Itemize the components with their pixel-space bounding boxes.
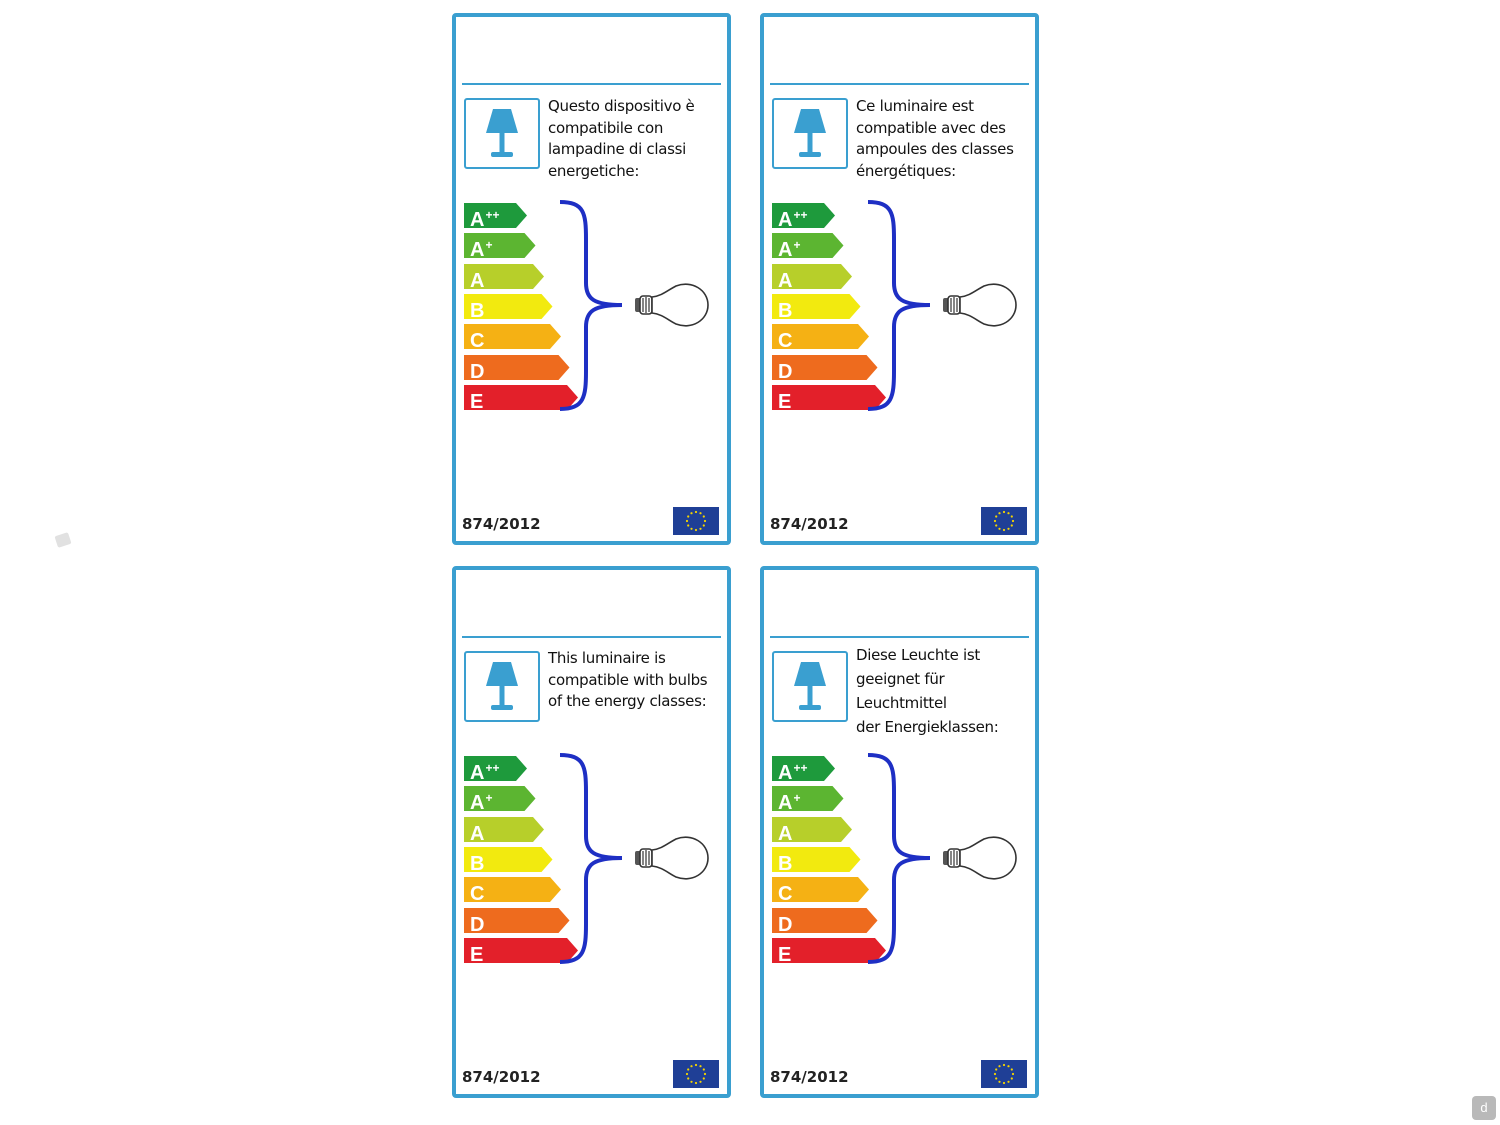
energy-class-band	[772, 233, 845, 262]
energy-class-letter: A+	[778, 238, 801, 262]
energy-class-letter: D	[470, 913, 485, 936]
light-bulb-icon	[632, 282, 712, 330]
energy-class-letter: A++	[470, 761, 500, 784]
energy-class-letter: B	[470, 299, 485, 322]
energy-class-letter: A+	[470, 791, 493, 815]
header-divider	[462, 83, 721, 85]
energy-class-band	[772, 756, 836, 784]
eu-flag-icon	[673, 507, 719, 535]
light-bulb-icon	[940, 835, 1020, 883]
energy-class-letter: A++	[778, 761, 808, 784]
lamp-icon	[772, 651, 848, 722]
energy-class-letter: C	[778, 883, 793, 906]
energy-class-letter: D	[778, 360, 793, 383]
regulation-number: 874/2012	[462, 515, 541, 533]
energy-class-letter: D	[778, 913, 793, 936]
curly-brace	[556, 199, 626, 414]
header-divider	[770, 636, 1029, 638]
lamp-icon	[464, 651, 540, 722]
eu-flag-icon	[981, 1060, 1027, 1088]
energy-class-letter: A	[470, 822, 485, 845]
eu-flag-icon	[981, 507, 1027, 535]
regulation-number: 874/2012	[462, 1068, 541, 1086]
curly-brace	[864, 199, 934, 414]
energy-class-band	[464, 847, 554, 875]
energy-class-band	[464, 908, 571, 936]
energy-class-band	[772, 786, 845, 815]
header-divider	[462, 636, 721, 638]
energy-class-letter: A	[778, 822, 793, 845]
energy-class-band	[772, 847, 862, 875]
energy-class-band	[464, 817, 545, 845]
energy-class-letter: C	[470, 883, 485, 906]
energy-class-band	[464, 233, 537, 262]
lamp-icon	[464, 98, 540, 169]
energy-class-letter: E	[470, 943, 484, 966]
energy-class-band	[772, 294, 862, 322]
energy-label-en	[452, 566, 731, 1098]
header-divider	[770, 83, 1029, 85]
compatibility-text: Questo dispositivo è compatibile con lampadine di classi energetiche:	[548, 97, 695, 180]
energy-class-letter: A++	[470, 208, 500, 231]
energy-class-band	[464, 324, 562, 353]
background-speck	[54, 532, 71, 548]
energy-class-band	[772, 324, 870, 353]
energy-class-band	[772, 908, 879, 936]
energy-class-band	[772, 355, 879, 383]
energy-class-band	[464, 203, 528, 231]
energy-class-letter: A+	[470, 238, 493, 262]
compatibility-text: This luminaire is compatible with bulbs of the energy classes:	[548, 649, 708, 710]
energy-class-letter: A	[778, 269, 793, 292]
energy-class-band	[772, 817, 853, 845]
curly-brace	[864, 752, 934, 967]
energy-label-fr	[760, 13, 1039, 545]
energy-class-band	[464, 355, 571, 383]
curly-brace	[556, 752, 626, 967]
energy-class-band	[464, 877, 562, 906]
compatibility-text: Ce luminaire est compatible avec des ampoules des classes énergétiques:	[856, 97, 1014, 180]
energy-class-letter: E	[470, 390, 484, 413]
energy-class-band	[772, 264, 853, 292]
lamp-icon	[772, 98, 848, 169]
regulation-number: 874/2012	[770, 515, 849, 533]
light-bulb-icon	[940, 282, 1020, 330]
energy-class-letter: A++	[778, 208, 808, 231]
energy-class-letter: D	[470, 360, 485, 383]
eu-flag-icon	[673, 1060, 719, 1088]
compatibility-text: Diese Leuchte ist geeignet für Leuchtmittel der Energieklassen:	[856, 646, 999, 736]
energy-label-de	[760, 566, 1039, 1098]
energy-class-letter: C	[470, 330, 485, 353]
light-bulb-icon	[632, 835, 712, 883]
regulation-number: 874/2012	[770, 1068, 849, 1086]
energy-class-letter: B	[778, 852, 793, 875]
energy-label-it	[452, 13, 731, 545]
energy-class-letter: E	[778, 943, 792, 966]
energy-class-letter: B	[778, 299, 793, 322]
watermark-badge: d	[1472, 1096, 1496, 1120]
energy-class-letter: C	[778, 330, 793, 353]
energy-class-band	[772, 203, 836, 231]
energy-class-letter: E	[778, 390, 792, 413]
energy-class-band	[464, 294, 554, 322]
energy-class-letter: B	[470, 852, 485, 875]
energy-class-band	[464, 756, 528, 784]
energy-class-letter: A	[470, 269, 485, 292]
energy-class-band	[464, 786, 537, 815]
energy-class-band	[772, 877, 870, 906]
energy-class-band	[464, 264, 545, 292]
energy-class-letter: A+	[778, 791, 801, 815]
